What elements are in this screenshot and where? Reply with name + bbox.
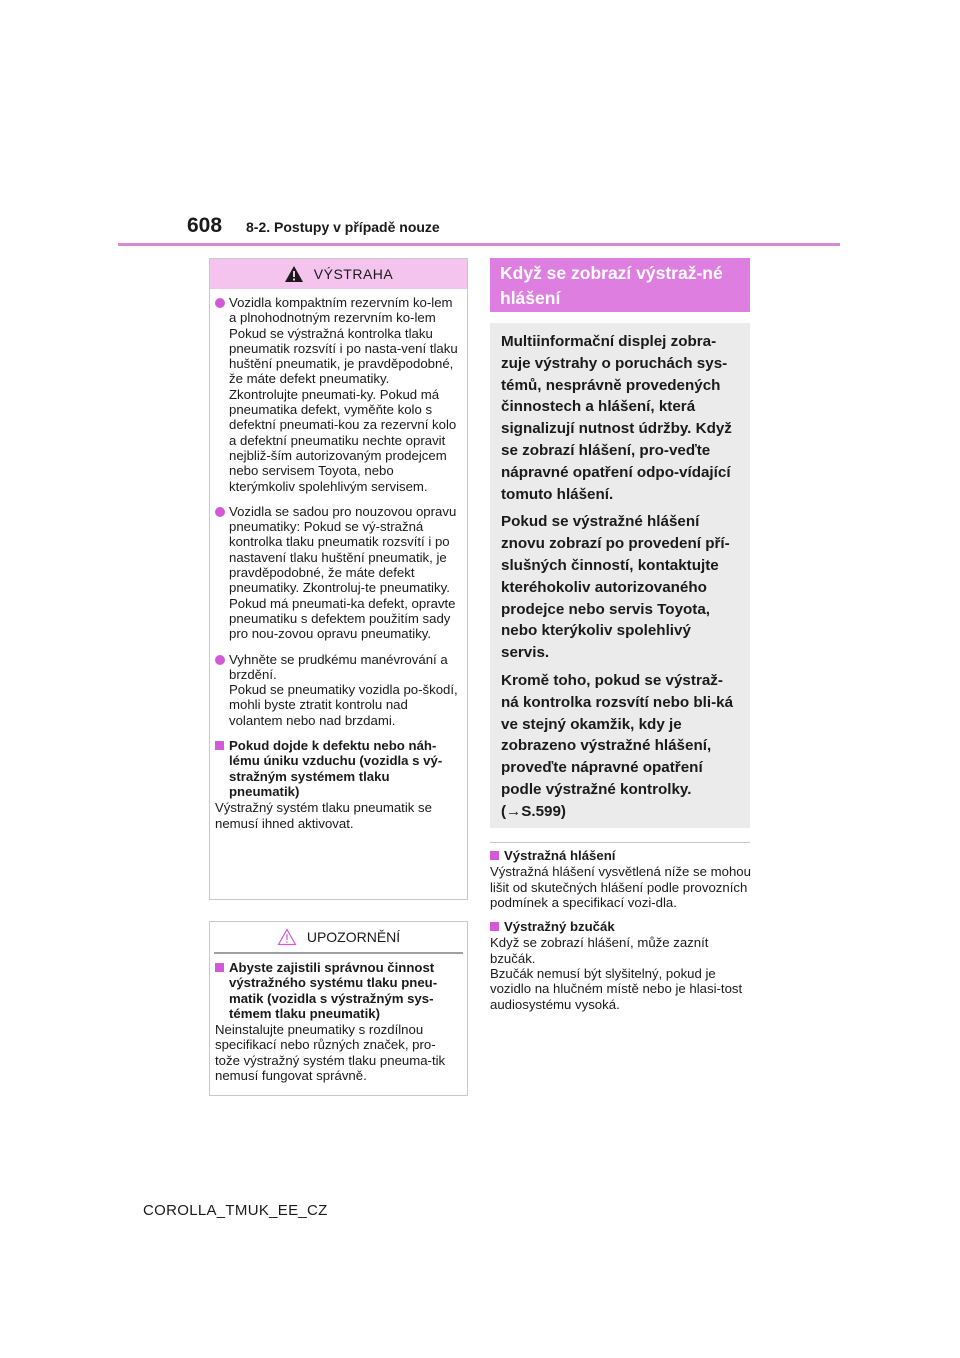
warning-item	[215, 652, 460, 728]
caution-subtext: Neinstalujte pneumatiky s rozdílnou specifikací nebo různých značek, pro-tože výstražný systém tlaku pneuma-tik nemusí fungovat správně.	[215, 1022, 446, 1084]
right-divider	[490, 842, 750, 843]
caution-body	[210, 954, 467, 1083]
warning-item-text: Vyhněte se prudkému manévrování a brzdění. Pokud se pneumatiky vozidla po-škodí, mohli byste ztratit kontrolu nad volantem nebo nad brzdami.	[229, 651, 458, 728]
warning-item	[215, 295, 460, 494]
warning-header	[210, 259, 467, 289]
note-body: Výstražná hlášení vysvětlená níže se mohou lišit od skutečných hlášení podle provozních podmínek a specifikací vozi-dla.	[490, 864, 751, 910]
warning-triangle-icon	[284, 265, 304, 283]
note-title-row	[490, 919, 752, 934]
info-paragraph: Pokud se výstražné hlášení znovu zobrazí po provedení pří-slušných činností, kontaktujte kteréhokoliv autorizovaného prodejce nebo servis Toyota, nebo kterýkoliv spolehlivý servis.	[501, 513, 730, 662]
notes	[490, 848, 752, 1021]
warning-body	[210, 289, 467, 831]
warning-box	[209, 258, 468, 900]
caution-subheading-row	[215, 960, 460, 1021]
page-number: 608	[187, 214, 223, 237]
bullet-dot-icon	[215, 507, 225, 517]
note-title-row	[490, 848, 752, 863]
caution-title: UPOZORNĚNÍ	[306, 929, 401, 945]
info-box	[490, 323, 750, 828]
warning-item-text: Vozidla se sadou pro nouzovou opravu pneumatiky: Pokud se vý-stražná kontrolka tlaku pneumatik rozsvítí i po nastavení tlaku huštění pneumatik, je pravděpodobné, že máte defekt pneumatiky. Zkontroluj-te pneumatiky. Pokud má pneumati-ka defekt, opravte pneumatiku s defektem použitím sady pro nou-zovou opravu pneumatiky.	[229, 503, 457, 642]
caution-box	[209, 921, 468, 1096]
bullet-dot-icon	[215, 655, 225, 665]
warning-item	[215, 504, 460, 642]
bullet-square-icon	[490, 851, 499, 860]
section-title: 8-2. Postupy v případě nouze	[246, 219, 440, 235]
warning-subheading-row	[215, 738, 460, 799]
footer-code: COROLLA_TMUK_EE_CZ	[143, 1202, 328, 1219]
caution-triangle-icon	[277, 928, 297, 946]
info-paragraph: Multiinformační displej zobra-zuje výstrahy o poruchách sys-témů, nesprávně provedených činnostech a hlášení, která signalizují nutnost údržby. Když se zobrazí hlášení, pro-veďte nápravné opatření odpo-vídající tomuto hlášení.	[501, 333, 732, 503]
header-rule	[118, 243, 840, 246]
note-title: Výstražná hlášení	[504, 848, 616, 863]
warning-title: VÝSTRAHA	[313, 266, 394, 282]
note-body: Když se zobrazí hlášení, může zaznít bzučák. Bzučák nemusí být slyšitelný, pokud je vozidlo na hlučném místě nebo je hlasi-tost audiosystému vysoká.	[490, 935, 743, 1012]
warning-item-text: Vozidla kompaktním rezervním ko-lem a plnohodnotným rezervním ko-lem Pokud se výstražná kontrolka tlaku pneumatik rozsvítí i po nasta-vení tlaku huštění pneumatik, je pravděpodobné, že máte defekt pneumatiky. Zkontrolujte pneumati-ky. Pokud má pneumatika defekt, vyměňte kolo s defektní pneumati-kou za rezervní kolo a defektní pneumatiku nechte opravit nejbliž-ším autorizovaným prodejcem nebo servisem Toyota, nebo kterýmkoliv spolehlivým servisem.	[229, 295, 458, 494]
caution-subheading: Abyste zajistili správnou činnost výstražného systému tlaku pneu-matik (vozidla s výstražným sys-témem tlaku pneumatik)	[229, 960, 438, 1021]
bullet-dot-icon	[215, 298, 225, 308]
warning-subheading: Pokud dojde k defektu nebo náh-lému úniku vzduchu (vozidla s vý-stražným systémem tlaku pneumatik)	[229, 738, 443, 799]
warning-subtext: Výstražný systém tlaku pneumatik se nemusí ihned aktivovat.	[215, 800, 432, 831]
bullet-square-icon	[215, 963, 224, 972]
bullet-square-icon	[490, 922, 499, 931]
note-title: Výstražný bzučák	[504, 919, 615, 935]
info-paragraph: Kromě toho, pokud se výstraž-ná kontrolka rozsvítí nebo bli-ká ve stejný okamžik, kdy je zobrazeno výstražné hlášení, proveďte nápravné opatření podle výstražné kontrolky. (→S.599)	[501, 671, 734, 820]
caution-header	[214, 922, 463, 954]
bullet-square-icon	[215, 741, 224, 750]
right-section-header: Když se zobrazí výstraž-né hlášení	[490, 258, 750, 312]
